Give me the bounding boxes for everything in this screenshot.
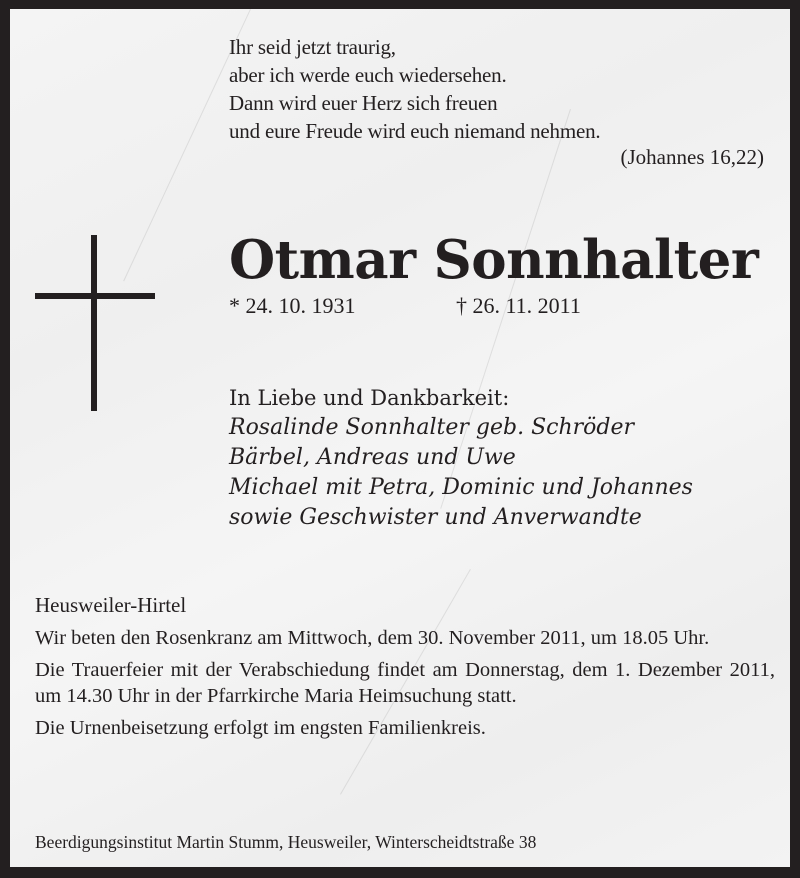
verse-line: Dann wird euer Herz sich freuen (229, 91, 498, 115)
mourner-name: Bärbel, Andreas und Uwe (229, 445, 516, 470)
death-date: † 26. 11. 2011 (456, 293, 581, 318)
location: Heusweiler-Hirtel (35, 593, 187, 617)
burial-notice: Die Urnenbeisetzung erfolgt im engsten Familienkreis. (35, 717, 486, 739)
deceased-name: Otmar Sonnhalter (229, 229, 759, 291)
mourner-name: sowie Geschwister und Anverwandte (229, 505, 642, 530)
verse-line: aber ich werde euch wiedersehen. (229, 63, 507, 87)
rosary-notice: Wir beten den Rosenkranz am Mittwoch, dem 30. November 2011, um 18.05 Uhr. (35, 627, 710, 649)
birth-date: * 24. 10. 1931 (229, 293, 356, 318)
cross-horizontal-bar (35, 293, 155, 299)
mourner-name: Rosalinde Sonnhalter geb. Schröder (229, 415, 635, 440)
funeral-home: Beerdigungsinstitut Martin Stumm, Heusweiler, Winterscheidtstraße 38 (35, 832, 537, 852)
obituary-card (10, 9, 790, 867)
mourners-intro: In Liebe und Dankbarkeit: (229, 386, 510, 410)
cross-vertical-bar (91, 235, 97, 411)
verse-reference: (Johannes 16,22) (620, 145, 764, 169)
verse-line: Ihr seid jetzt traurig, (229, 35, 396, 59)
bible-verse (229, 33, 600, 145)
mourner-name: Michael mit Petra, Dominic und Johannes (229, 475, 693, 500)
funeral-service-notice: Die Trauerfeier mit der Verabschiedung findet am Donnerstag, dem 1. Dezember 2011, um 14.30 Uhr in der Pfarrkirche Maria Heimsuchung statt. (35, 659, 775, 707)
mourners-section (229, 383, 693, 533)
service-notices (35, 625, 775, 747)
verse-line: und eure Freude wird euch niemand nehmen. (229, 119, 601, 143)
